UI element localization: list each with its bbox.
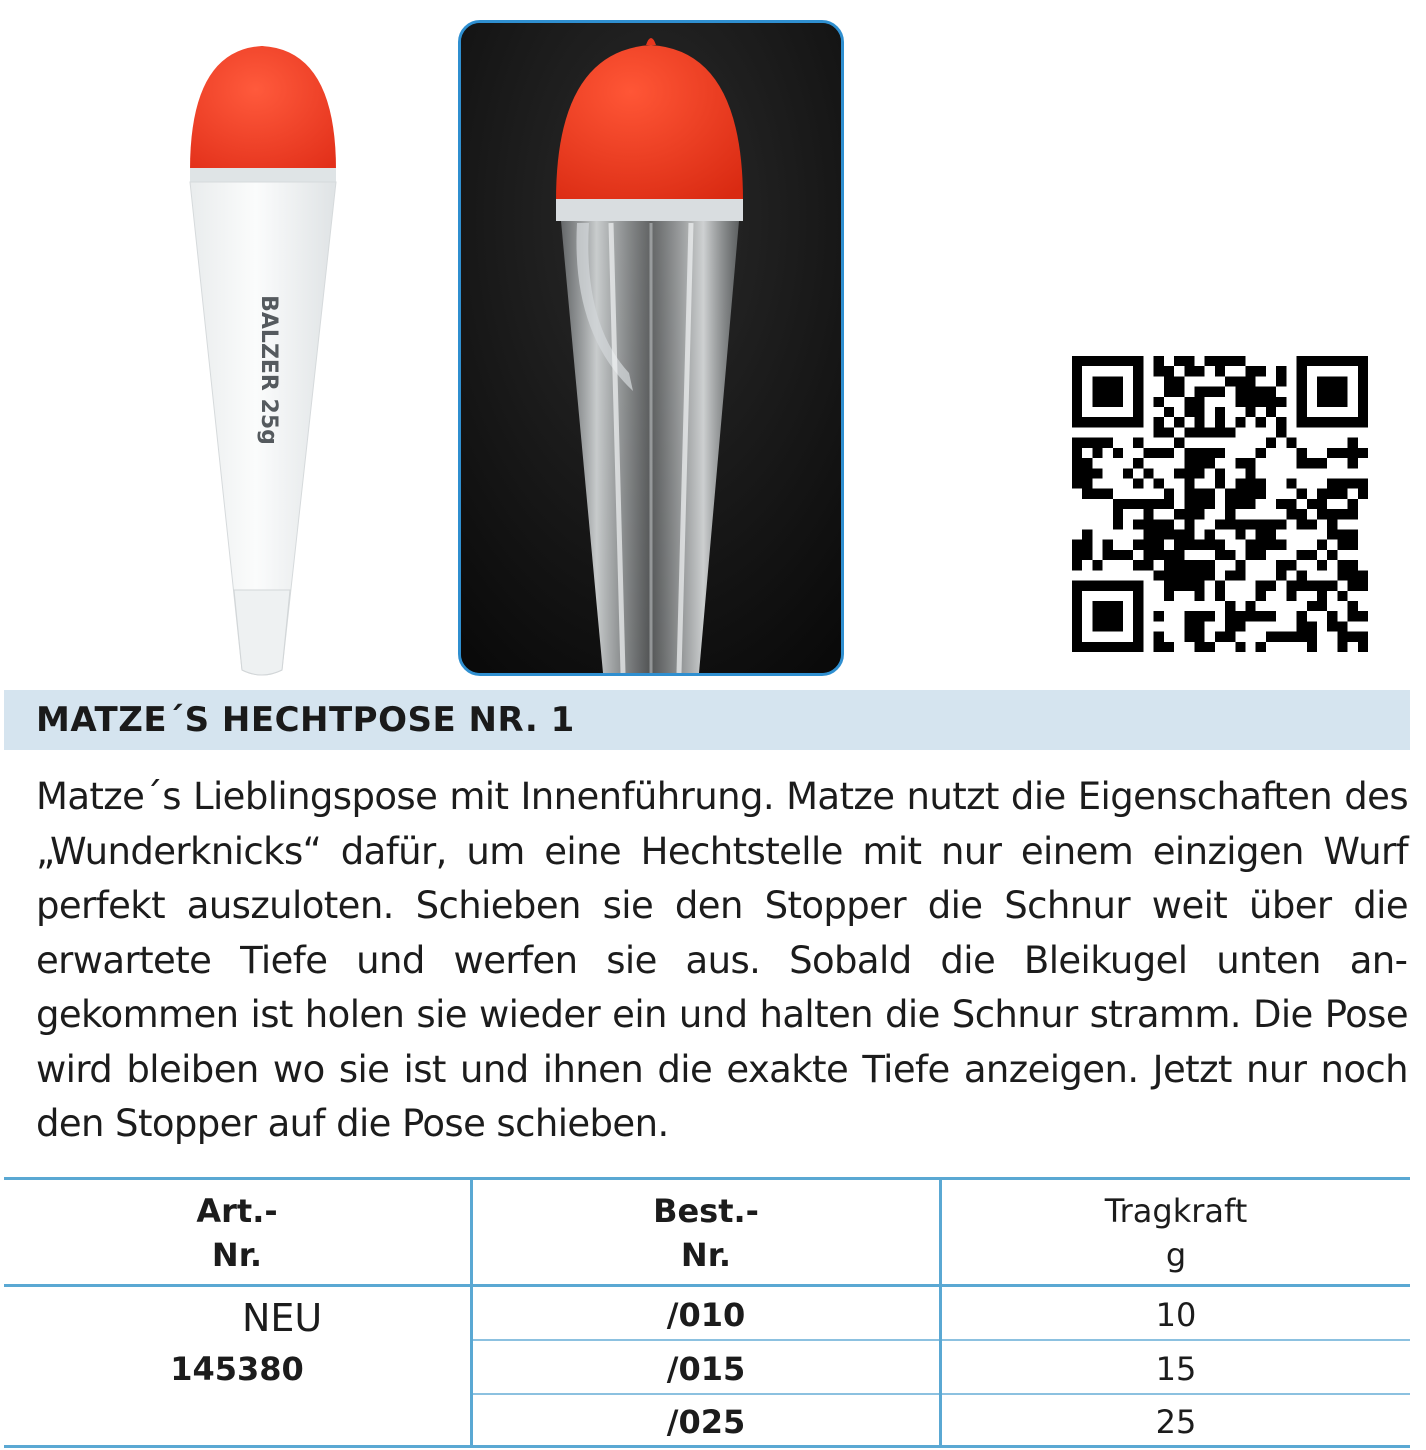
header-best-nr-line1: Best.- xyxy=(653,1192,759,1230)
float-product-image xyxy=(150,30,390,680)
order-number: /015 xyxy=(666,1350,746,1388)
product-title: MATZE´S HECHTPOSE NR. 1 xyxy=(36,700,575,740)
header-art-nr-line2: Nr. xyxy=(211,1236,263,1274)
header-art-nr-line1: Art.- xyxy=(196,1192,278,1230)
product-description: Matze´s Lieblingspose mit Innenführung. Matze nutzt die Eigenschaften des „Wunderknicks“ dafür, um eine Hechtstelle mit nur einem einzigen Wurf perfekt auszuloten. Schieben sie den Stopper die Schnur weit über die erwartete Tiefe und werfen sie aus. Sobald die Bleikugel unten angekommen ist holen sie wieder ein und halten die Schnur stramm. Die Pose wird bleiben wo sie ist und ihnen die exakte Tiefe anzeigen. Jetzt nur noch den Stopper auf die Pose schieben. xyxy=(36,775,1408,1145)
header-tragkraft-line1: Tragkraft xyxy=(1104,1192,1248,1230)
product-photo-frame xyxy=(458,20,844,676)
article-number: 145380 xyxy=(170,1350,304,1388)
header-tragkraft-line2: g xyxy=(1165,1236,1187,1274)
load-capacity: 10 xyxy=(1155,1296,1197,1334)
header-best-nr-line2: Nr. xyxy=(680,1236,732,1274)
float-marking-text: BALZER 25g xyxy=(256,295,281,445)
order-number: /025 xyxy=(666,1403,746,1441)
load-capacity: 25 xyxy=(1155,1403,1197,1441)
load-capacity: 15 xyxy=(1155,1350,1197,1388)
new-badge: NEU xyxy=(242,1296,323,1340)
qr-code-icon[interactable] xyxy=(1072,356,1368,652)
order-number: /010 xyxy=(666,1296,746,1334)
